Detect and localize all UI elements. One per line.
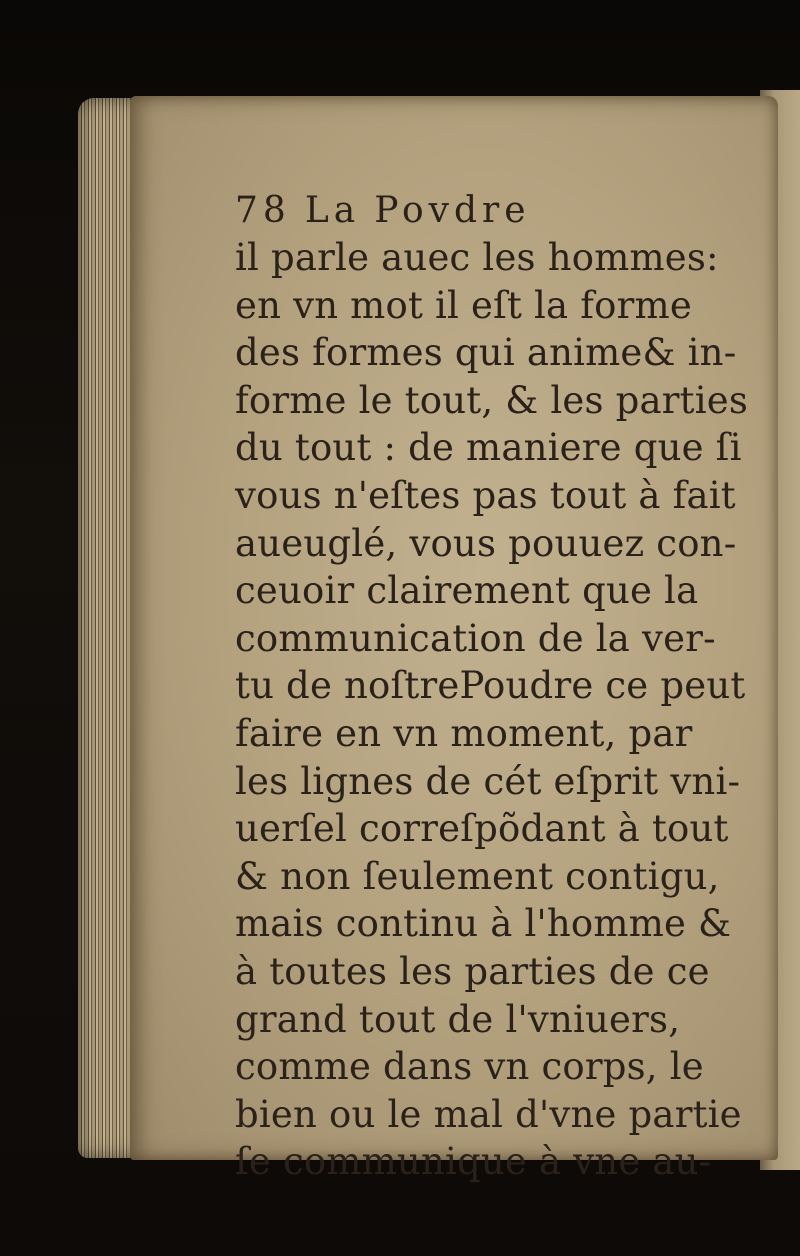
text-line: comme dans vn corps, le (235, 1045, 704, 1089)
text-line: grand tout de l'vniuers, (235, 997, 681, 1041)
text-line: forme le tout, & les parties (235, 378, 749, 422)
running-head (235, 188, 755, 234)
text-line: bien ou le mal d'vne partie (235, 1092, 742, 1136)
text-line: aueuglé, vous pouuez con- (235, 521, 737, 565)
text-line: tu de noſtrePoudre ce peut (235, 664, 746, 708)
page-number: 78 (235, 190, 291, 231)
text-line: mais continu à l'homme & (235, 902, 732, 946)
text-line: il parle auec les hommes: (235, 236, 719, 279)
text-line: & non ſeulement contigu, (235, 854, 720, 898)
running-title-word-2: Povdre (374, 190, 531, 231)
text-line: ceuoir clairement que la (235, 569, 699, 613)
running-title-word: La (304, 190, 361, 231)
text-line: uerſel correſpõdant à tout (235, 807, 729, 851)
page-text (235, 188, 755, 1186)
text-line: du tout : de maniere que ſi (235, 426, 742, 470)
text-line: faire en vn moment, par (235, 711, 693, 755)
text-line: communication de la ver- (235, 616, 716, 660)
text-line: vous n'eſtes pas tout à fait (235, 473, 736, 517)
text-line: les lignes de cét eſprit vni- (235, 759, 741, 803)
text-line: en vn mot il eſt la forme (235, 283, 692, 327)
text-line: des formes qui anime& in- (235, 331, 737, 375)
text-line: ſe communique à vne au- (235, 1140, 712, 1184)
text-line: à toutes les parties de ce (235, 949, 710, 993)
